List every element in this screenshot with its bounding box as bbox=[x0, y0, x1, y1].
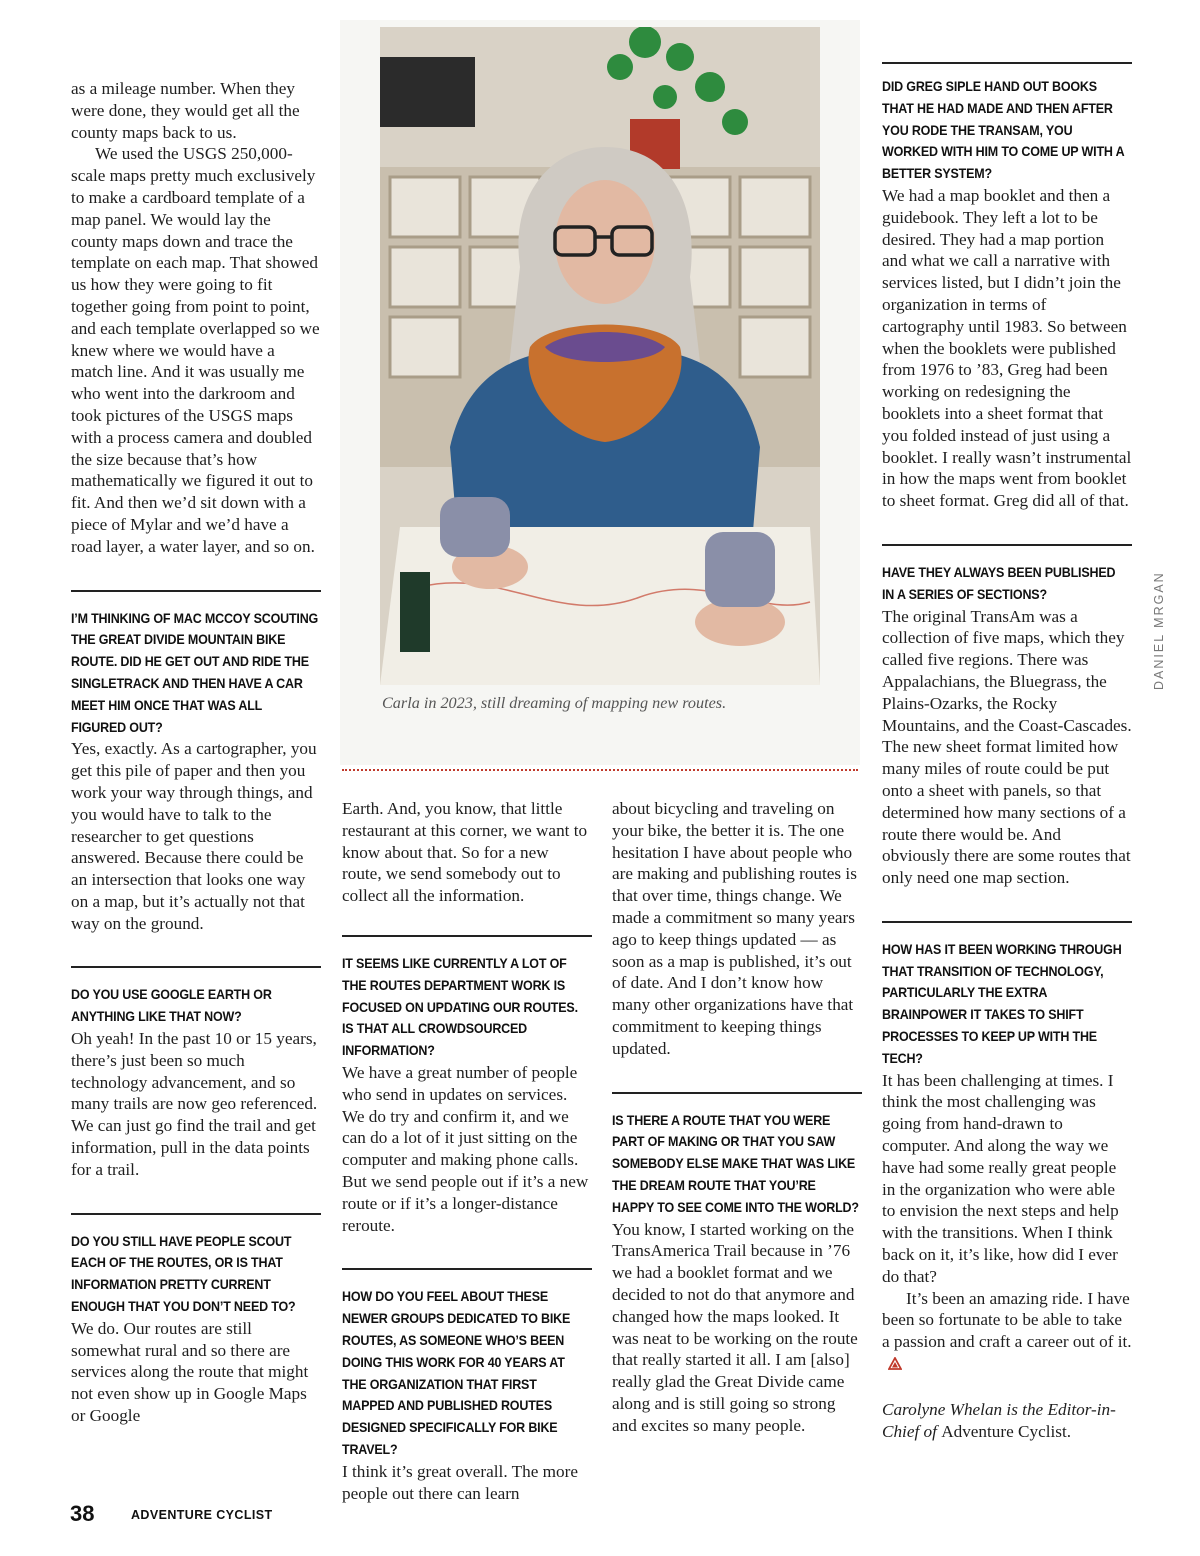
divider bbox=[71, 966, 321, 968]
question-heading: DO YOU STILL HAVE PEOPLE SCOUT EACH OF THE ROUTES, OR IS THAT INFORMATION PRETTY CURRENT ENOUGH THAT YOU DON’T NEED TO? bbox=[71, 1233, 296, 1315]
divider bbox=[882, 921, 1132, 923]
closing-text: It’s been an amazing ride. I have been so fortunate to be able to take a passion and craft a career out of it. bbox=[882, 1288, 1132, 1352]
answer-paragraph: Oh yeah! In the past 10 or 15 years, there’s just been so much technology advancement, and so many trails are now geo referenced. We can just go find the trail and get information, pull in the data points for a trail. bbox=[71, 1029, 318, 1179]
divider bbox=[612, 1092, 862, 1094]
portrait-illustration bbox=[380, 27, 820, 685]
divider bbox=[882, 62, 1132, 64]
divider bbox=[71, 590, 321, 592]
divider bbox=[71, 1213, 321, 1215]
photo-caption: Carla in 2023, still dreaming of mapping new routes. bbox=[382, 694, 727, 712]
divider bbox=[882, 544, 1132, 546]
question-heading: HOW HAS IT BEEN WORKING THROUGH THAT TRANSITION OF TECHNOLOGY, PARTICULARLY THE EXTRA BRAINPOWER IT TAKES TO SHIFT PROCESSES TO KEEP UP WITH THE TECH? bbox=[882, 941, 1122, 1066]
bio-text: Carolyne Whelan is the Editor-in-Chief of bbox=[882, 1399, 1116, 1441]
answer-paragraph: The original TransAm was a collection of five maps, which they called five regions. There was Appalachians, the Bluegrass, the Plains-Ozarks, the Rocky Mountains, and the Coast-Cascades. The new sheet format limited how many miles of route could be put onto a sheet with panels, so that determined how many sections of a route there would be. And obviously there are some routes that only need one map section. bbox=[882, 606, 1132, 888]
column-1 bbox=[71, 78, 321, 1427]
column-4 bbox=[882, 62, 1132, 1442]
paragraph: as a mileage number. When they were done, they would get all the county maps back to us. bbox=[71, 79, 300, 142]
dotted-divider bbox=[342, 769, 858, 771]
answer-paragraph: We do. Our routes are still somewhat rural and so there are services along the route that might not even show up in Google Maps or Google bbox=[71, 1318, 309, 1426]
question-heading: DO YOU USE GOOGLE EARTH OR ANYTHING LIKE THAT NOW? bbox=[71, 987, 272, 1025]
portrait-photo bbox=[380, 27, 820, 685]
question-heading: HAVE THEY ALWAYS BEEN PUBLISHED IN A SERIES OF SECTIONS? bbox=[882, 564, 1116, 602]
magazine-name: ADVENTURE CYCLIST bbox=[131, 1508, 273, 1522]
column-3 bbox=[612, 798, 862, 1437]
author-bio bbox=[882, 1399, 1132, 1443]
question-heading: IS THERE A ROUTE THAT YOU WERE PART OF MAKING OR THAT YOU SAW SOMEBODY ELSE MAKE THAT WAS LIKE THE DREAM ROUTE THAT YOU’RE HAPPY TO SEE COME INTO THE WORLD? bbox=[612, 1112, 859, 1215]
question-heading: DID GREG SIPLE HAND OUT BOOKS THAT HE HAD MADE AND THEN AFTER YOU RODE THE TRANSAM, YOU WORKED WITH HIM TO COME UP WITH A BETTER SYSTEM? bbox=[882, 79, 1124, 182]
end-mark-icon bbox=[888, 1357, 902, 1370]
divider bbox=[342, 935, 592, 937]
photo-credit: DANIEL MRGAN bbox=[1152, 571, 1166, 690]
divider bbox=[342, 1268, 592, 1270]
question-heading: IT SEEMS LIKE CURRENTLY A LOT OF THE ROUTES DEPARTMENT WORK IS FOCUSED ON UPDATING OUR ROUTES. IS THAT ALL CROWDSOURCED INFORMATION? bbox=[342, 955, 578, 1059]
question-heading: HOW DO YOU FEEL ABOUT THESE NEWER GROUPS DEDICATED TO BIKE ROUTES, AS SOMEONE WHO’S BEEN DOING THIS WORK FOR 40 YEARS AT THE ORGANIZATION THAT FIRST MAPPED AND PUBLISHED ROUTES DESIGNED SPECIFICALLY FOR BIKE TRAVEL? bbox=[342, 1289, 571, 1457]
answer-paragraph: Yes, exactly. As a cartographer, you get this pile of paper and then you work your way through things, and you would have to talk to the researcher to get questions answered. Because there could be an intersection that looks one way on a map, but it’s actually not that way on the ground. bbox=[71, 739, 317, 933]
paragraph: Earth. And, you know, that little restaurant at this corner, we want to know about that. So for a new route, we send somebody out to collect all the information. bbox=[342, 799, 588, 906]
paragraph: We used the USGS 250,000-scale maps pretty much exclusively to make a cardboard template of a map panel. We would lay the county maps down and trace the template on each map. That showed us how they were going to fit together going from point to point, and each template overlapped so we knew where we would have a match line. And it was usually me who went into the darkroom and took pictures of the USGS maps with a process camera and doubled the size because that’s how mathematically we figured it out to fit. And then we’d sit down with a piece of Mylar and we’d have a road layer, a water layer, and so on. bbox=[71, 144, 320, 556]
question-heading: I’M THINKING OF MAC MCCOY SCOUTING THE GREAT DIVIDE MOUNTAIN BIKE ROUTE. DID HE GET OUT AND RIDE THE SINGLETRACK AND THEN HAVE A CAR MEET HIM ONCE THAT WAS ALL FIGURED OUT? bbox=[71, 610, 319, 735]
closing-paragraph bbox=[882, 1288, 1132, 1375]
column-2 bbox=[342, 798, 592, 1504]
paragraph: about bicycling and traveling on your bike, the better it is. The one hesitation I have about people who are making and publishing routes is that over time, things change. We made a commitment so many years ago to keep things updated — as soon as a map is published, it’s out of date. And I don’t know how many other organizations have that commitment to keeping things updated. bbox=[612, 799, 857, 1058]
answer-paragraph: It has been challenging at times. I think the most challenging was going from hand-drawn to computer. And along the way we have had some really great people in the organization who were able to envision the next steps and help with the transitions. When I think back on it, it’s like, how did I ever do that? bbox=[882, 1070, 1119, 1286]
bio-magazine: Adventure Cyclist. bbox=[941, 1421, 1072, 1441]
answer-paragraph: We had a map booklet and then a guidebook. They left a lot to be desired. They had a map portion and what we call a narrative with services listed, but I didn’t join the organization in terms of cartography until 1983. So between when the booklets were published from 1976 to ’83, Greg had been working on redesigning the booklets into a sheet format that you folded instead of just using a booklet. I really wasn’t instrumental in how the maps went from booklet to sheet format. Greg did all of that. bbox=[882, 185, 1132, 511]
answer-paragraph: We have a great number of people who send in updates on services. We do try and confirm it, and we can do a lot of it just sitting on the computer and making phone calls. But we send people out if it’s a new route or if it’s a longer-distance reroute. bbox=[342, 1062, 589, 1235]
answer-paragraph: I think it’s great overall. The more people out there can learn bbox=[342, 1461, 578, 1503]
page-number: 38 bbox=[70, 1501, 95, 1526]
answer-paragraph: You know, I started working on the TransAmerica Trail because in ’76 we had a booklet format and we decided to not do that anymore and changed how the maps looked. It was neat to be working on the route that really started it all. I am [also] really glad the Great Divide came along and is still going so strong and excites so many people. bbox=[612, 1219, 858, 1435]
